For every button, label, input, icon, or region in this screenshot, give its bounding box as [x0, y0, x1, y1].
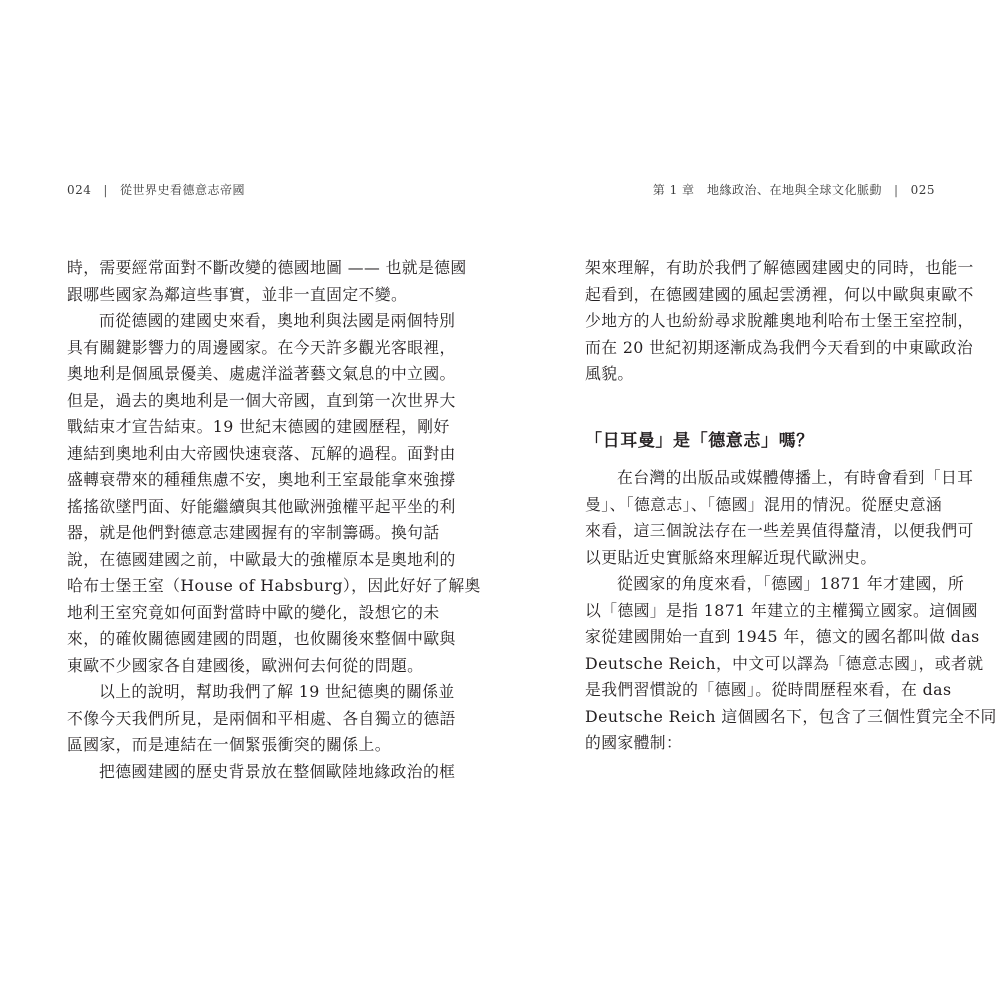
body-line: 器，就是他們對德意志建國握有的宰制籌碼。換句話	[67, 523, 440, 542]
body-line: 連結到奧地利由大帝國快速衰落、瓦解的過程。面對由	[67, 443, 456, 463]
right-page-body-top	[585, 255, 974, 388]
left-page-number: 024	[67, 183, 92, 197]
body-line: 在台灣的出版品或媒體傳播上，有時會看到「日耳	[617, 468, 974, 487]
body-line: 來看，這三個說法存在一些差異值得釐清，以便我們可	[585, 521, 974, 540]
body-line: 哈布士堡王室（House of Habsburg），因此好好了解奧	[67, 576, 481, 595]
body-line: 以「德國」是指 1871 年建立的主權獨立國家。這個國	[585, 600, 978, 620]
body-line: 而在 20 世紀初期逐漸成為我們今天看到的中東歐政治	[585, 337, 974, 357]
right-page-number: 025	[910, 183, 935, 197]
right-page-body-section	[585, 465, 997, 757]
left-page-body	[67, 255, 481, 785]
body-line: 戰結束才宣告結束。19 世紀末德國的建國歷程，剛好	[67, 417, 450, 436]
separator: |	[894, 183, 899, 197]
separator: |	[103, 183, 108, 197]
body-line: 從國家的角度來看，「德國」1871 年才建國，所	[617, 574, 965, 593]
book-title: 從世界史看德意志帝國	[119, 183, 245, 197]
body-line: 搖搖欲墜門面、好能繼續與其他歐洲強權平起平坐的利	[67, 496, 456, 516]
body-line: 區國家，而是連結在一個緊張衝突的關係上。	[67, 735, 391, 754]
body-line: 時，需要經常面對不斷改變的德國地圖 —— 也就是德國	[67, 258, 467, 277]
right-running-head	[653, 181, 935, 198]
body-line: 的國家體制：	[585, 733, 683, 752]
body-line: 家從建國開始一直到 1945 年，德文的國名都叫做 das	[585, 627, 980, 646]
body-line: 以更貼近史實脈絡來理解近現代歐洲史。	[585, 547, 877, 567]
body-line: 是我們習慣說的「德國」。從時間歷程來看，在 das	[585, 680, 952, 699]
body-line: 東歐不少國家各自建國後，歐洲何去何從的問題。	[67, 655, 424, 675]
body-line: 把德國建國的歷史背景放在整個歐陸地緣政治的框	[99, 761, 456, 781]
body-line: 風貌。	[585, 364, 634, 383]
body-line: 具有關鍵影響力的周邊國家。在今天許多觀光客眼裡，	[67, 337, 456, 357]
body-line: 地利王室究竟如何面對當時中歐的變化，設想它的未	[67, 602, 440, 622]
body-line: Deutsche Reich 這個國名下，包含了三個性質完全不同	[585, 706, 997, 726]
body-line: 說，在德國建國之前，中歐最大的強權原本是奧地利的	[67, 549, 456, 569]
body-line: 來，的確攸關德國建國的問題，也攸關後來整個中歐與	[67, 629, 456, 648]
body-line: 但是，過去的奧地利是一個大帝國，直到第一次世界大	[67, 390, 456, 410]
section-heading: 「日耳曼」是「德意志」嗎？	[585, 431, 814, 451]
body-line: 而從德國的建國史來看，奧地利與法國是兩個特別	[99, 311, 456, 330]
body-line: 架來理解，有助於我們了解德國建國史的同時，也能一	[585, 258, 974, 277]
body-line: 少地方的人也紛紛尋求脫離奧地利哈布士堡王室控制，	[585, 311, 974, 330]
body-line: 不像今天我們所見，是兩個和平相處、各自獨立的德語	[67, 708, 456, 728]
body-line: 盛轉衰帶來的種種焦慮不安，奧地利王室最能拿來強撐	[67, 470, 456, 489]
chapter-title: 第 1 章 地緣政治、在地與全球文化脈動	[652, 183, 883, 197]
body-line: Deutsche Reich，中文可以譯為「德意志國」，或者就	[585, 653, 984, 673]
body-line: 以上的說明，幫助我們了解 19 世紀德奧的關係並	[99, 682, 455, 701]
body-line: 曼」、「德意志」、「德國」混用的情況。從歷史意涵	[585, 494, 943, 514]
left-running-head	[67, 181, 245, 198]
body-line: 跟哪些國家為鄰這些事實，並非一直固定不變。	[67, 284, 408, 304]
body-line: 奧地利是個風景優美、處處洋溢著藝文氣息的中立國。	[67, 364, 456, 383]
body-line: 起看到，在德國建國的風起雲湧裡，何以中歐與東歐不	[585, 284, 974, 304]
